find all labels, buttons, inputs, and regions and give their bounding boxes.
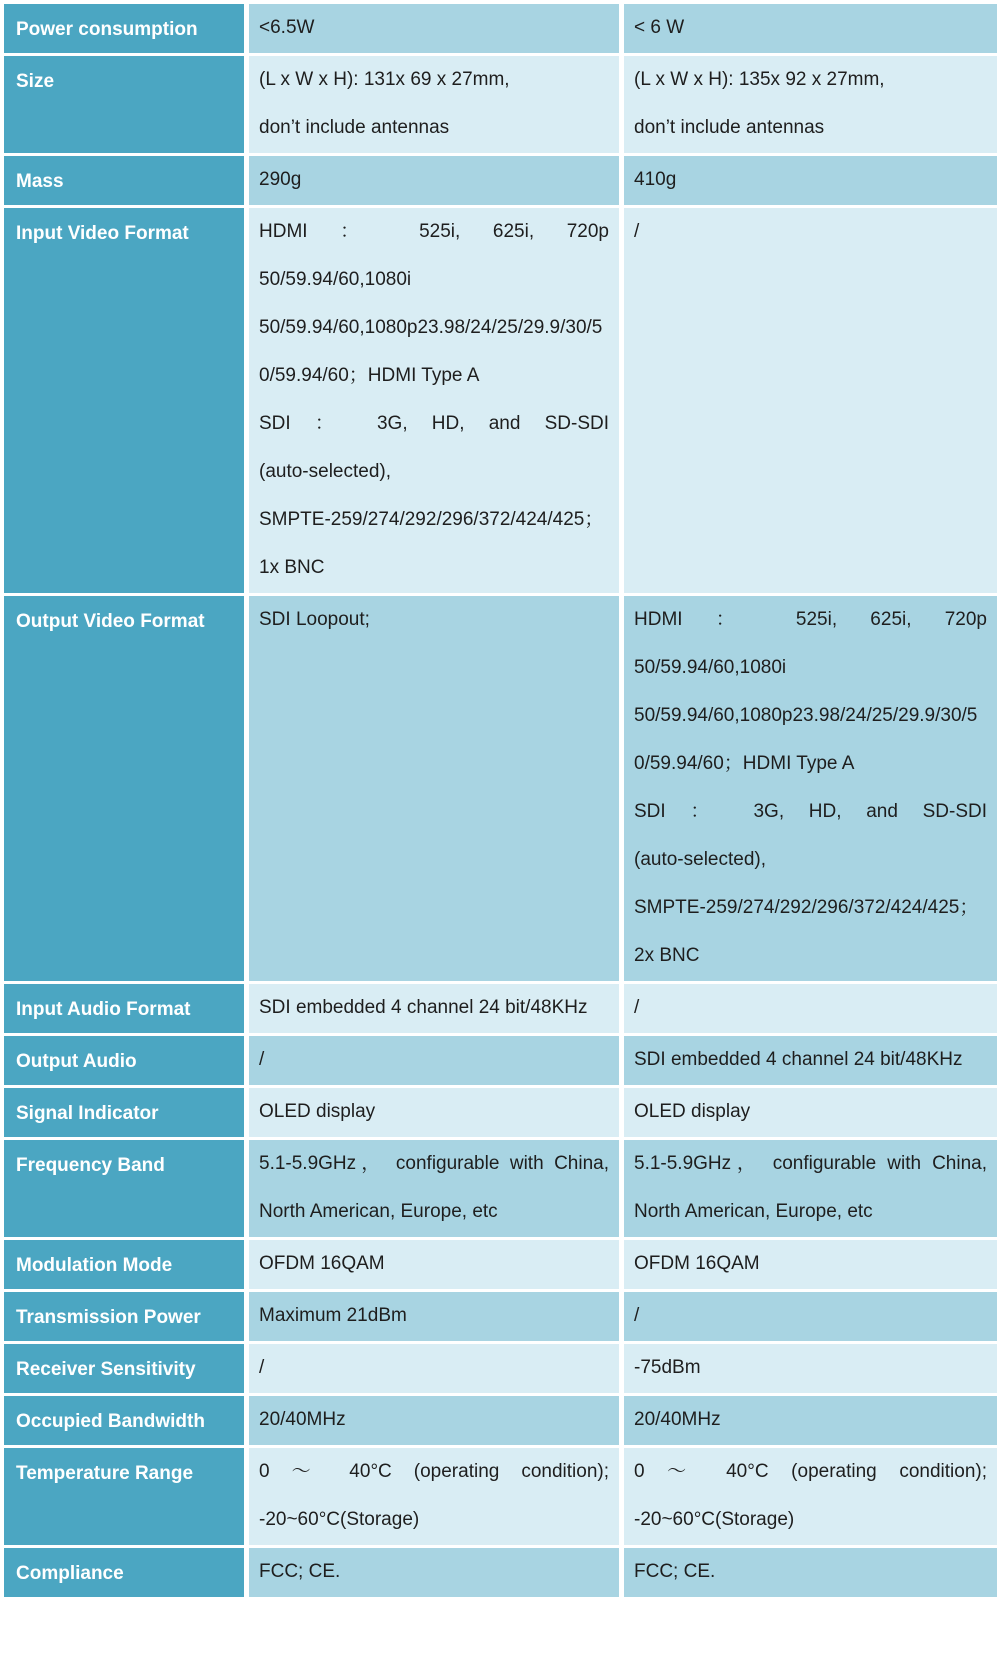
- value-line: 2x BNC: [634, 945, 700, 966]
- value-line: North American, Europe, etc: [634, 1201, 873, 1222]
- value-line: OLED display: [259, 1101, 376, 1122]
- value-cell-model-1: [249, 596, 619, 981]
- value-cell-model-2: [624, 156, 997, 205]
- value-cell-model-1: [249, 1140, 619, 1237]
- value-line: OLED display: [634, 1101, 751, 1122]
- value-line: SMPTE-259/274/292/296/372/424/425；: [634, 897, 979, 918]
- value-cell-model-2: [624, 1240, 997, 1289]
- row-label: [4, 208, 244, 593]
- value-line: SDI ： 3G, HD, and SD-SDI: [634, 801, 987, 822]
- value-cell-model-2: [624, 1396, 997, 1445]
- value-line: 0/59.94/60；HDMI Type A: [634, 753, 855, 774]
- value-line: 5.1-5.9GHz， configurable with China,: [634, 1153, 987, 1174]
- value-cell-model-2: [624, 1448, 997, 1545]
- value-cell-model-2: [624, 1292, 997, 1341]
- row-label-text: Signal Indicator: [16, 1103, 159, 1124]
- value-cell-model-1: [249, 1344, 619, 1393]
- value-line: SDI embedded 4 channel 24 bit/48KHz: [259, 997, 588, 1018]
- row-label-text: Modulation Mode: [16, 1255, 173, 1276]
- row-label: [4, 4, 244, 53]
- value-line: HDMI ： 525i, 625i, 720p: [634, 609, 987, 630]
- value-line: 50/59.94/60,1080p23.98/24/25/29.9/30/5: [259, 317, 603, 338]
- row-label-text: Input Video Format: [16, 223, 189, 244]
- value-line: SDI embedded 4 channel 24 bit/48KHz: [634, 1049, 963, 1070]
- value-line: FCC; CE.: [634, 1561, 716, 1582]
- row-label-text: Size: [16, 71, 55, 92]
- value-line: (auto-selected),: [259, 461, 392, 482]
- value-cell-model-1: [249, 984, 619, 1033]
- value-line: /: [634, 997, 640, 1018]
- value-line: Maximum 21dBm: [259, 1305, 407, 1326]
- value-line: < 6 W: [634, 17, 685, 38]
- value-line: SMPTE-259/274/292/296/372/424/425；: [259, 509, 604, 530]
- value-line: 0/59.94/60；HDMI Type A: [259, 365, 480, 386]
- row-label-text: Output Video Format: [16, 611, 205, 632]
- row-label-text: Occupied Bandwidth: [16, 1411, 205, 1432]
- row-label-text: Input Audio Format: [16, 999, 191, 1020]
- row-label: [4, 1088, 244, 1137]
- value-line: /: [634, 1305, 640, 1326]
- value-cell-model-1: [249, 1292, 619, 1341]
- row-label-text: Power consumption: [16, 19, 198, 40]
- row-label: [4, 1548, 244, 1597]
- value-line: FCC; CE.: [259, 1561, 341, 1582]
- row-label-text: Receiver Sensitivity: [16, 1359, 196, 1380]
- row-label-text: Output Audio: [16, 1051, 137, 1072]
- value-cell-model-1: [249, 4, 619, 53]
- value-cell-model-1: [249, 1396, 619, 1445]
- row-label-text: Frequency Band: [16, 1155, 165, 1176]
- row-label: [4, 1292, 244, 1341]
- value-cell-model-2: [624, 4, 997, 53]
- value-line: don’t include antennas: [259, 117, 450, 138]
- spec-table: [4, 4, 996, 1600]
- value-line: -20~60°C(Storage): [634, 1509, 795, 1530]
- row-label-text: Temperature Range: [16, 1463, 194, 1484]
- value-cell-model-2: [624, 1548, 997, 1597]
- value-line: SDI Loopout;: [259, 609, 370, 630]
- value-cell-model-1: [249, 1036, 619, 1085]
- value-line: 410g: [634, 169, 677, 190]
- value-cell-model-2: [624, 1140, 997, 1237]
- row-label: [4, 56, 244, 153]
- value-cell-model-1: [249, 56, 619, 153]
- value-cell-model-1: [249, 1448, 619, 1545]
- value-line: SDI ： 3G, HD, and SD-SDI: [259, 413, 609, 434]
- value-cell-model-2: [624, 984, 997, 1033]
- value-cell-model-1: [249, 1088, 619, 1137]
- value-line: 20/40MHz: [634, 1409, 721, 1430]
- value-cell-model-1: [249, 1240, 619, 1289]
- value-line: (L x W x H): 135x 92 x 27mm,: [634, 69, 885, 90]
- value-line: don’t include antennas: [634, 117, 825, 138]
- value-line: 50/59.94/60,1080p23.98/24/25/29.9/30/5: [634, 705, 978, 726]
- row-label: [4, 1448, 244, 1545]
- value-line: -75dBm: [634, 1357, 701, 1378]
- value-line: HDMI ： 525i, 625i, 720p: [259, 221, 609, 242]
- row-label: [4, 156, 244, 205]
- row-label: [4, 984, 244, 1033]
- row-label: [4, 1344, 244, 1393]
- value-line: (L x W x H): 131x 69 x 27mm,: [259, 69, 510, 90]
- row-label-text: Compliance: [16, 1563, 124, 1584]
- value-line: 1x BNC: [259, 557, 325, 578]
- value-line: /: [259, 1357, 265, 1378]
- value-cell-model-2: [624, 56, 997, 153]
- row-label-text: Mass: [16, 171, 64, 192]
- value-line: 50/59.94/60,1080i: [634, 657, 787, 678]
- row-label: [4, 596, 244, 981]
- value-line: /: [634, 221, 640, 242]
- value-cell-model-2: [624, 1344, 997, 1393]
- value-cell-model-2: [624, 1088, 997, 1137]
- value-line: 0 ～ 40°C (operating condition);: [259, 1461, 609, 1482]
- value-line: <6.5W: [259, 17, 315, 38]
- value-line: OFDM 16QAM: [634, 1253, 760, 1274]
- value-line: -20~60°C(Storage): [259, 1509, 420, 1530]
- row-label: [4, 1036, 244, 1085]
- value-cell-model-2: [624, 208, 997, 593]
- value-cell-model-1: [249, 208, 619, 593]
- row-label: [4, 1240, 244, 1289]
- row-label: [4, 1396, 244, 1445]
- value-line: OFDM 16QAM: [259, 1253, 385, 1274]
- value-line: 5.1-5.9GHz， configurable with China,: [259, 1153, 609, 1174]
- value-line: 20/40MHz: [259, 1409, 346, 1430]
- value-line: /: [259, 1049, 265, 1070]
- row-label: [4, 1140, 244, 1237]
- value-line: 0 ～ 40°C (operating condition);: [634, 1461, 987, 1482]
- value-cell-model-1: [249, 1548, 619, 1597]
- value-line: 50/59.94/60,1080i: [259, 269, 412, 290]
- value-cell-model-2: [624, 1036, 997, 1085]
- value-line: (auto-selected),: [634, 849, 767, 870]
- value-cell-model-2: [624, 596, 997, 981]
- row-label-text: Transmission Power: [16, 1307, 201, 1328]
- value-cell-model-1: [249, 156, 619, 205]
- value-line: 290g: [259, 169, 302, 190]
- value-line: North American, Europe, etc: [259, 1201, 498, 1222]
